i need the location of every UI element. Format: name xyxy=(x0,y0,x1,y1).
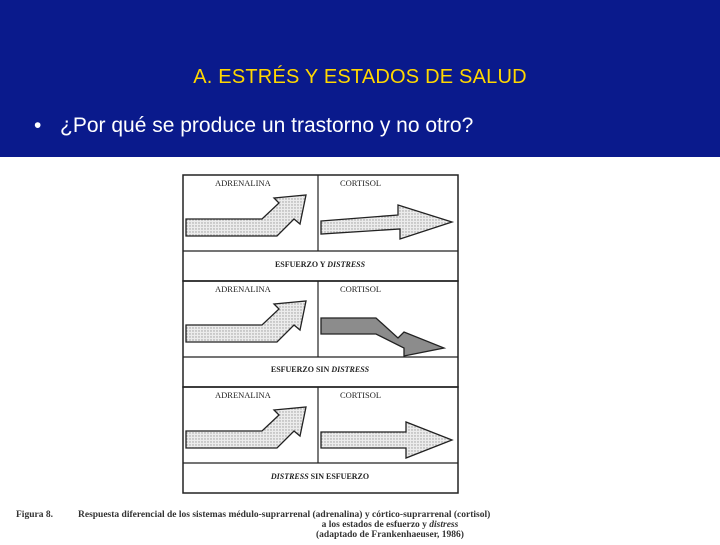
bullet-dot-icon: • xyxy=(34,114,42,137)
panel-2-cortisol-arrow-down xyxy=(321,318,444,356)
panel-1 xyxy=(183,175,458,281)
panel-2-caption-italic: DISTRESS xyxy=(331,365,370,374)
panel-3-cortisol-label: CORTISOL xyxy=(340,390,382,400)
figure-area xyxy=(0,157,720,540)
panel-1-caption-italic: DISTRESS xyxy=(327,260,366,269)
panel-2-caption-text: ESFUERZO SIN xyxy=(270,365,332,374)
panel-2-adrenalina-label: ADRENALINA xyxy=(215,284,271,294)
panel-2 xyxy=(183,281,458,387)
panel-3 xyxy=(183,387,458,493)
panel-2-caption xyxy=(271,365,370,374)
stress-response-diagram xyxy=(0,157,720,540)
figure-caption-prefix: Figura 8. xyxy=(16,510,53,520)
panel-1-caption-text: ESFUERZO Y xyxy=(274,260,328,269)
panel-1-caption xyxy=(275,260,366,269)
panel-3-caption xyxy=(270,472,369,481)
figure-caption-line-2-italic: distress xyxy=(429,520,459,530)
panel-3-adrenalina-label: ADRENALINA xyxy=(215,390,271,400)
panel-3-caption-italic: DISTRESS xyxy=(270,472,309,481)
panel-1-adrenalina-label: ADRENALINA xyxy=(215,178,271,188)
bullet-text: ¿Por qué se produce un trastorno y no otro? xyxy=(60,114,474,137)
panel-1-cortisol-label: CORTISOL xyxy=(340,178,382,188)
panel-3-adrenalina-arrow-up xyxy=(186,407,306,448)
slide-title: A. ESTRÉS Y ESTADOS DE SALUD xyxy=(193,66,527,88)
figure-caption-line-3: (adaptado de Frankenhaeuser, 1986) xyxy=(316,530,464,540)
figure-caption-line-2-text: a los estados de esfuerzo y xyxy=(321,520,430,530)
panel-3-caption-text: SIN ESFUERZO xyxy=(308,472,370,481)
panel-1-adrenalina-arrow-up xyxy=(186,195,306,236)
bullet-item xyxy=(34,114,473,138)
panel-2-adrenalina-arrow-up xyxy=(186,301,306,342)
figure-caption-line-2 xyxy=(322,520,459,530)
panel-2-cortisol-label: CORTISOL xyxy=(340,284,382,294)
figure-caption xyxy=(16,509,490,540)
figure-caption-line-1: Respuesta diferencial de los sistemas médulo-suprarrenal (adrenalina) y córtico-suprarrenal (cortisol) xyxy=(78,510,491,520)
panel-3-cortisol-arrow-flat xyxy=(321,422,452,458)
panel-1-cortisol-arrow-up xyxy=(321,205,452,239)
